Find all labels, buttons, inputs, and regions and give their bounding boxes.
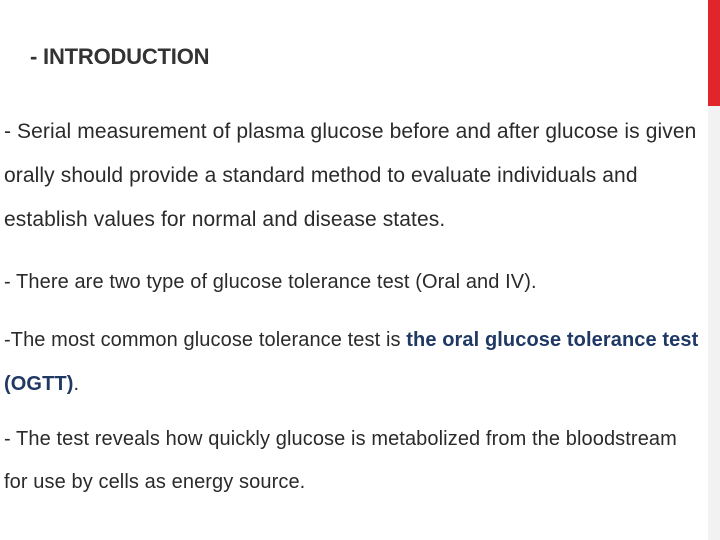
paragraph-common-test	[4, 318, 704, 406]
paragraph-common-test-end: .	[73, 373, 80, 395]
paragraph-common-test-lead: -The most common glucose tolerance test is	[4, 329, 407, 351]
paragraph-serial-measurement: - Serial measurement of plasma glucose before and after glucose is given orally should provide a standard method to evaluate individuals and establish values for normal and disease states.	[4, 120, 697, 231]
paragraph-test-types: - There are two type of glucose tolerance test (Oral and IV).	[4, 271, 537, 293]
right-sidebar-bar	[708, 0, 720, 540]
ogtt-highlight: the oral glucose tolerance test (OGTT)	[4, 329, 699, 395]
paragraph-test-reveals: - The test reveals how quickly glucose is metabolized from the bloodstream for use by cells as energy source.	[4, 428, 677, 493]
slide-title: - INTRODUCTION	[30, 44, 210, 69]
red-accent-bar	[708, 0, 720, 106]
